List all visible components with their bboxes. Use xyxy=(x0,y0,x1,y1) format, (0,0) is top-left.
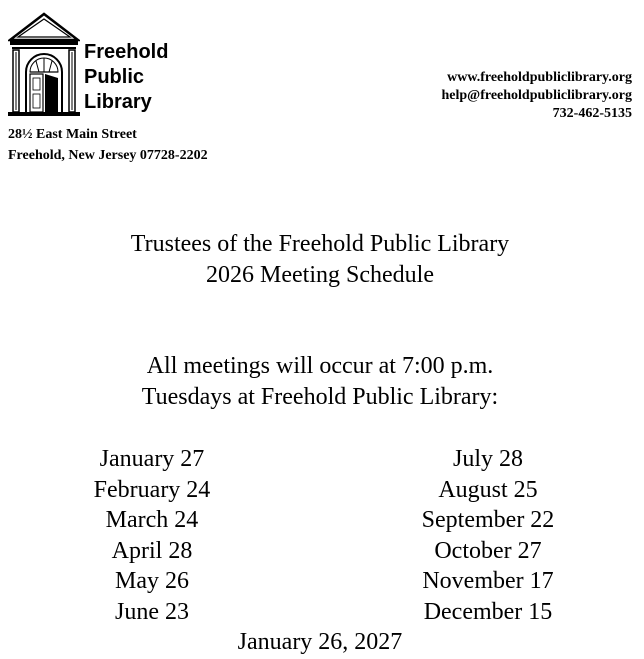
heading-line-2: 2026 Meeting Schedule xyxy=(206,262,434,288)
address-city: Freehold, New Jersey 07728-2202 xyxy=(8,148,208,163)
library-logo xyxy=(8,10,178,120)
mailing-address xyxy=(8,124,208,166)
library-building-icon xyxy=(8,10,80,118)
meeting-date: May 26 xyxy=(115,568,189,594)
meeting-date: July 28 xyxy=(452,446,523,472)
email-link[interactable]: help@freeholdpubliclibrary.org xyxy=(441,88,632,103)
meeting-date: November 17 xyxy=(422,568,554,594)
address-street: 28½ East Main Street xyxy=(8,127,137,142)
heading-line-1: Trustees of the Freehold Public Library xyxy=(130,231,510,257)
meeting-info xyxy=(0,351,640,413)
contact-info xyxy=(442,69,633,123)
final-meeting-date: January 26, 2027 xyxy=(237,629,403,655)
phone-number: 732-462-5135 xyxy=(552,106,632,121)
logo-line-1: Freehold xyxy=(84,41,169,63)
dates-column-left xyxy=(52,444,252,627)
meeting-date: February 24 xyxy=(93,476,211,503)
meeting-date: January 27 xyxy=(99,446,205,472)
meeting-date: August 25 xyxy=(438,476,538,503)
meeting-date: March 24 xyxy=(105,507,199,533)
meeting-date: September 22 xyxy=(421,507,555,533)
info-line-1: All meetings will occur at 7:00 p.m. xyxy=(146,353,494,379)
meeting-date: June 23 xyxy=(115,598,189,625)
logo-line-3: Library xyxy=(84,91,152,113)
document-heading xyxy=(0,229,640,291)
logo-wordmark xyxy=(84,40,168,115)
meeting-date: December 15 xyxy=(423,598,553,625)
meeting-date: April 28 xyxy=(111,537,193,564)
dates-column-right xyxy=(388,444,588,627)
meeting-date: October 27 xyxy=(434,537,542,564)
info-line-2: Tuesdays at Freehold Public Library: xyxy=(141,384,499,410)
website-link[interactable]: www.freeholdpubliclibrary.org xyxy=(447,70,632,85)
logo-line-2: Public xyxy=(84,66,145,88)
